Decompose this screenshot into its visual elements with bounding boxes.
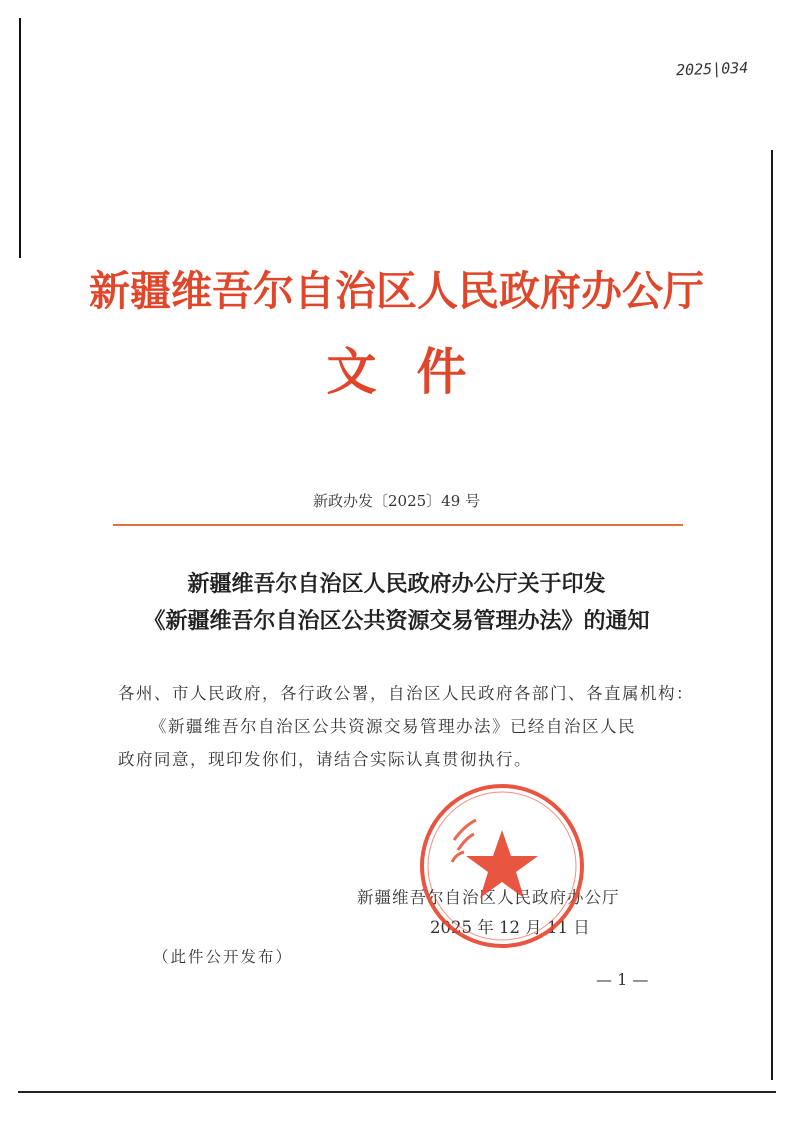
official-seal-stamp [416, 780, 588, 952]
notice-title-line-1: 新疆维吾尔自治区人民政府办公厅关于印发 [187, 571, 606, 597]
handwritten-number: 2025|034 [675, 58, 749, 80]
scan-edge-bottom [18, 1091, 776, 1093]
issuing-organization-header: 新疆维吾尔自治区人民政府办公厅 [89, 267, 704, 315]
seal-star-icon [466, 830, 538, 898]
body-paragraph-line-2: 政府同意，现印发你们，请结合实际认真贯彻执行。 [118, 750, 532, 769]
notice-title-line-2: 《新疆维吾尔自治区公共资源交易管理办法》的通知 [143, 608, 650, 634]
page-number: — 1 — [596, 970, 649, 989]
signature-organization: 新疆维吾尔自治区人民政府办公厅 [357, 888, 620, 907]
signature-date: 2025 年 12 月 11 日 [430, 918, 590, 937]
red-divider-line [113, 524, 683, 526]
body-paragraph-line-1: 《新疆维吾尔自治区公共资源交易管理办法》已经自治区人民 [150, 717, 636, 736]
addressee: 各州、市人民政府，各行政公署，自治区人民政府各部门、各直属机构： [118, 684, 694, 703]
document-number: 新政办发〔2025〕49 号 [312, 492, 481, 510]
scan-edge-left [19, 18, 21, 258]
public-release-note: （此件公开发布） [153, 948, 294, 966]
document-header-word: 文件 [326, 343, 507, 401]
